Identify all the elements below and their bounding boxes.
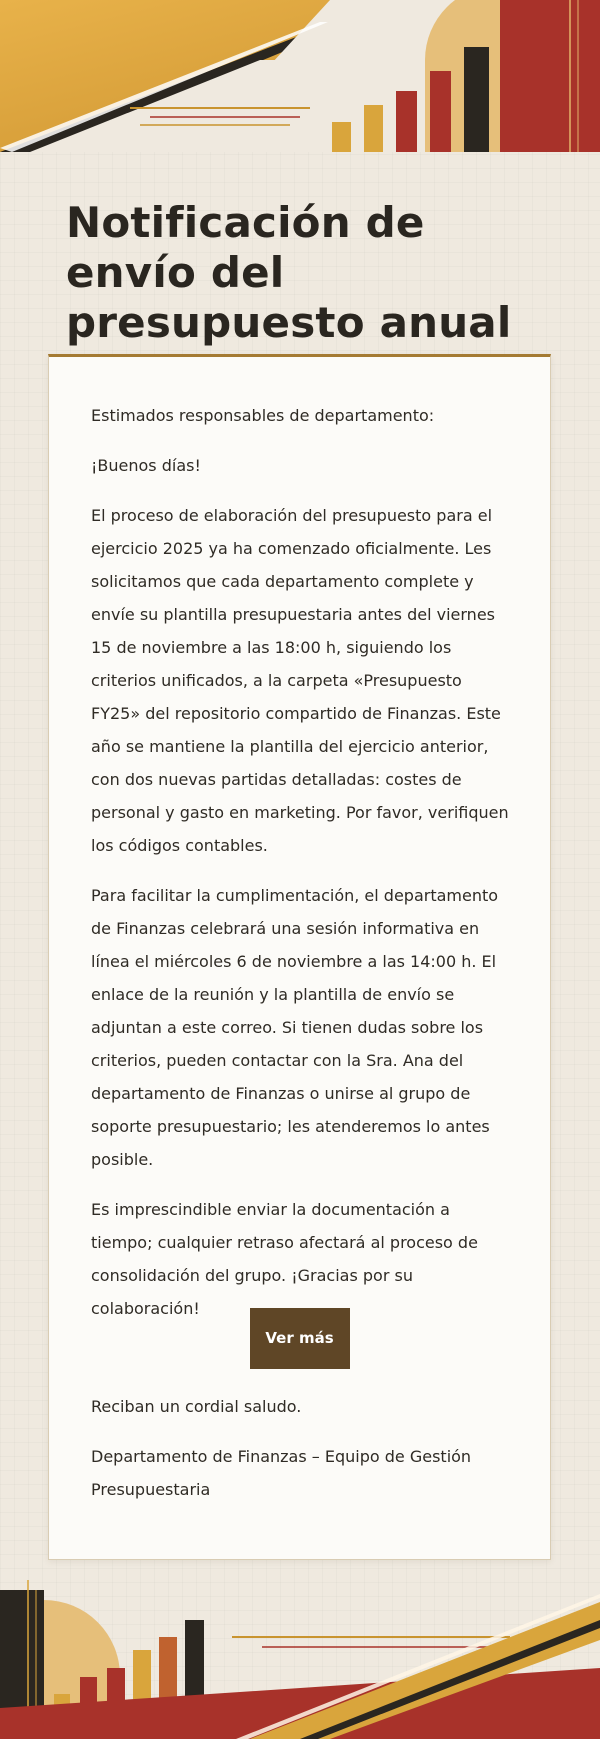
- salutation-text: ¡Buenos días!: [91, 456, 201, 475]
- message-card: [48, 354, 551, 1560]
- header-banner-art: [0, 0, 600, 152]
- footer-banner-art-shapes: [0, 1580, 600, 1739]
- signature-text: Departamento de Finanzas – Equipo de Gestión Presupuestaria: [91, 1447, 472, 1499]
- ver-mas-button[interactable]: Ver más: [250, 1308, 350, 1369]
- closing-block: [91, 1390, 511, 1523]
- body-paragraph-3: Es imprescindible enviar la documentación a tiempo; cualquier retraso afectará al proceso de consolidación del grupo. ¡Gracias por su colaboración!: [91, 1200, 478, 1318]
- body-paragraph-1: El proceso de elaboración del presupuesto para el ejercicio 2025 ya ha comenzado oficialmente. Les solicitamos que cada departamento complete y envíe su plantilla presupuestaria antes del viernes 15 de noviembre a las 18:00 h, siguiendo los criterios unificados, a la carpeta «Presupuesto FY25» del repositorio compartido de Finanzas. Este año se mantiene la plantilla del ejercicio anterior, con dos nuevas partidas detalladas: costes de personal y gasto en marketing. Por favor, verifiquen los códigos contables.: [91, 506, 509, 855]
- greeting-text: Estimados responsables de departamento:: [91, 406, 435, 425]
- page-title: Notificación de envío del presupuesto anual: [66, 198, 512, 347]
- body-paragraph-2: Para facilitar la cumplimentación, el departamento de Finanzas celebrará una sesión informativa en línea el miércoles 6 de noviembre a las 14:00 h. El enlace de la reunión y la plantilla de envío se adjuntan a este correo. Si tienen dudas sobre los criterios, pueden contactar con la Sra. Ana del departamento de Finanzas o unirse al grupo de soporte presupuestario; les atenderemos lo antes posible.: [91, 886, 499, 1169]
- closing-text: Reciban un cordial saludo.: [91, 1397, 302, 1416]
- message-body: [91, 399, 511, 1342]
- cta-wrapper: [49, 1308, 550, 1369]
